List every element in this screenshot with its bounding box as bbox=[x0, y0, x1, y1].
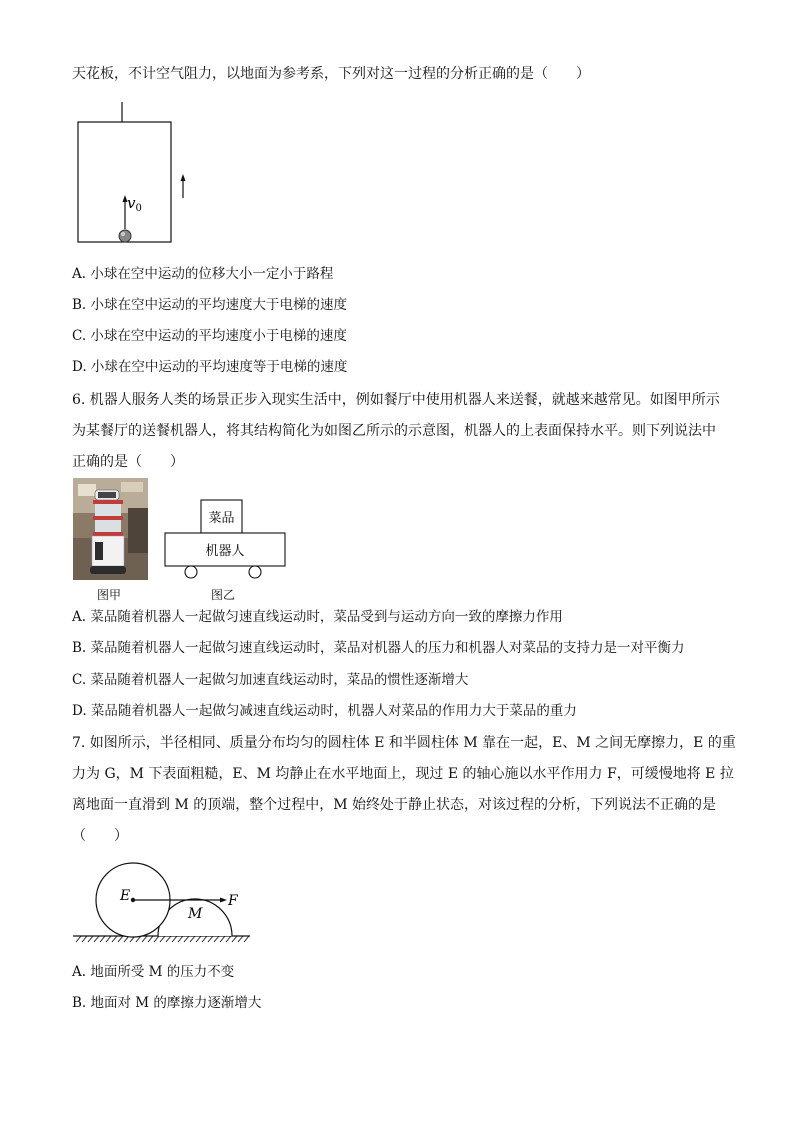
label-E: E bbox=[120, 888, 131, 904]
q6-stem-line-2: 为某餐厅的送餐机器人，将其结构简化为如图乙所示的示意图，机器人的上表面保持水平。则下列说法中 bbox=[72, 423, 716, 439]
q7-stem-line-3: 离地面一直滑到 M 的顶端，整个过程中，M 始终处于静止状态，对该过程的分析，下列说法不正确的是 bbox=[72, 797, 717, 813]
force-arrow-head bbox=[220, 898, 227, 903]
q7-option-a: A. 地面所受 M 的压力不变 bbox=[72, 964, 235, 980]
dish-label: 菜品 bbox=[208, 511, 235, 526]
robot-schematic bbox=[160, 495, 295, 585]
q6-stem-line-3: 正确的是（ ） bbox=[72, 454, 184, 470]
robot-photo bbox=[73, 478, 148, 580]
q5-option-a: A. 小球在空中运动的位移大小一定小于路程 bbox=[72, 266, 334, 282]
q5-option-d: D. 小球在空中运动的平均速度等于电梯的速度 bbox=[72, 359, 348, 375]
robot-wheel-right bbox=[249, 566, 261, 578]
robot-label: 机器人 bbox=[205, 544, 245, 559]
ball bbox=[119, 230, 131, 242]
q5-stem-tail: 天花板，不计空气阻力，以地面为参考系，下列对这一过程的分析正确的是（ ） bbox=[72, 66, 590, 82]
elevator-figure bbox=[70, 98, 200, 248]
q7-option-b: B. 地面对 M 的摩擦力逐渐增大 bbox=[72, 995, 262, 1011]
q7-stem-line-4: （ ） bbox=[72, 828, 128, 844]
caption-figure-b: 图乙 bbox=[211, 588, 236, 602]
ground-hatch bbox=[76, 936, 249, 942]
q6-stem-line-1: 6. 机器人服务人类的场景正步入现实生活中，例如餐厅中使用机器人来送餐，就越来越常见。如图甲所示 bbox=[72, 392, 720, 408]
q6-option-b: B. 菜品随着机器人一起做匀速直线运动时，菜品对机器人的压力和机器人对菜品的支持力是一对平衡力 bbox=[72, 640, 685, 656]
velocity-subscript: 0 bbox=[135, 203, 142, 214]
velocity-label: $v_0$ bbox=[127, 194, 142, 214]
q5-option-c: C. 小球在空中运动的平均速度小于电梯的速度 bbox=[72, 328, 347, 344]
q7-stem-line-1: 7. 如图所示，半径相同、质量分布均匀的圆柱体 E 和半圆柱体 M 靠在一起，E、M 之间无摩擦力，E 的重 bbox=[72, 735, 736, 751]
robot-wheel-left bbox=[185, 566, 197, 578]
elevator-motion-arrow-head bbox=[181, 174, 186, 181]
q6-option-c: C. 菜品随着机器人一起做匀加速直线运动时，菜品的惯性逐渐增大 bbox=[72, 672, 469, 688]
caption-figure-a: 图甲 bbox=[97, 588, 122, 602]
q6-option-a: A. 菜品随着机器人一起做匀速直线运动时，菜品受到与运动方向一致的摩擦力作用 bbox=[72, 609, 563, 625]
q6-option-d: D. 菜品随着机器人一起做匀减速直线运动时，机器人对菜品的作用力大于菜品的重力 bbox=[72, 703, 577, 719]
q7-stem-line-2: 力为 G，M 下表面粗糙，E、M 均静止在水平地面上，现过 E 的轴心施以水平作用力 F，可缓慢地将 E 拉 bbox=[72, 766, 734, 782]
label-M: M bbox=[188, 906, 203, 922]
label-F: F bbox=[228, 893, 238, 909]
cylinder-figure bbox=[70, 855, 255, 950]
q5-option-b: B. 小球在空中运动的平均速度大于电梯的速度 bbox=[72, 297, 348, 313]
